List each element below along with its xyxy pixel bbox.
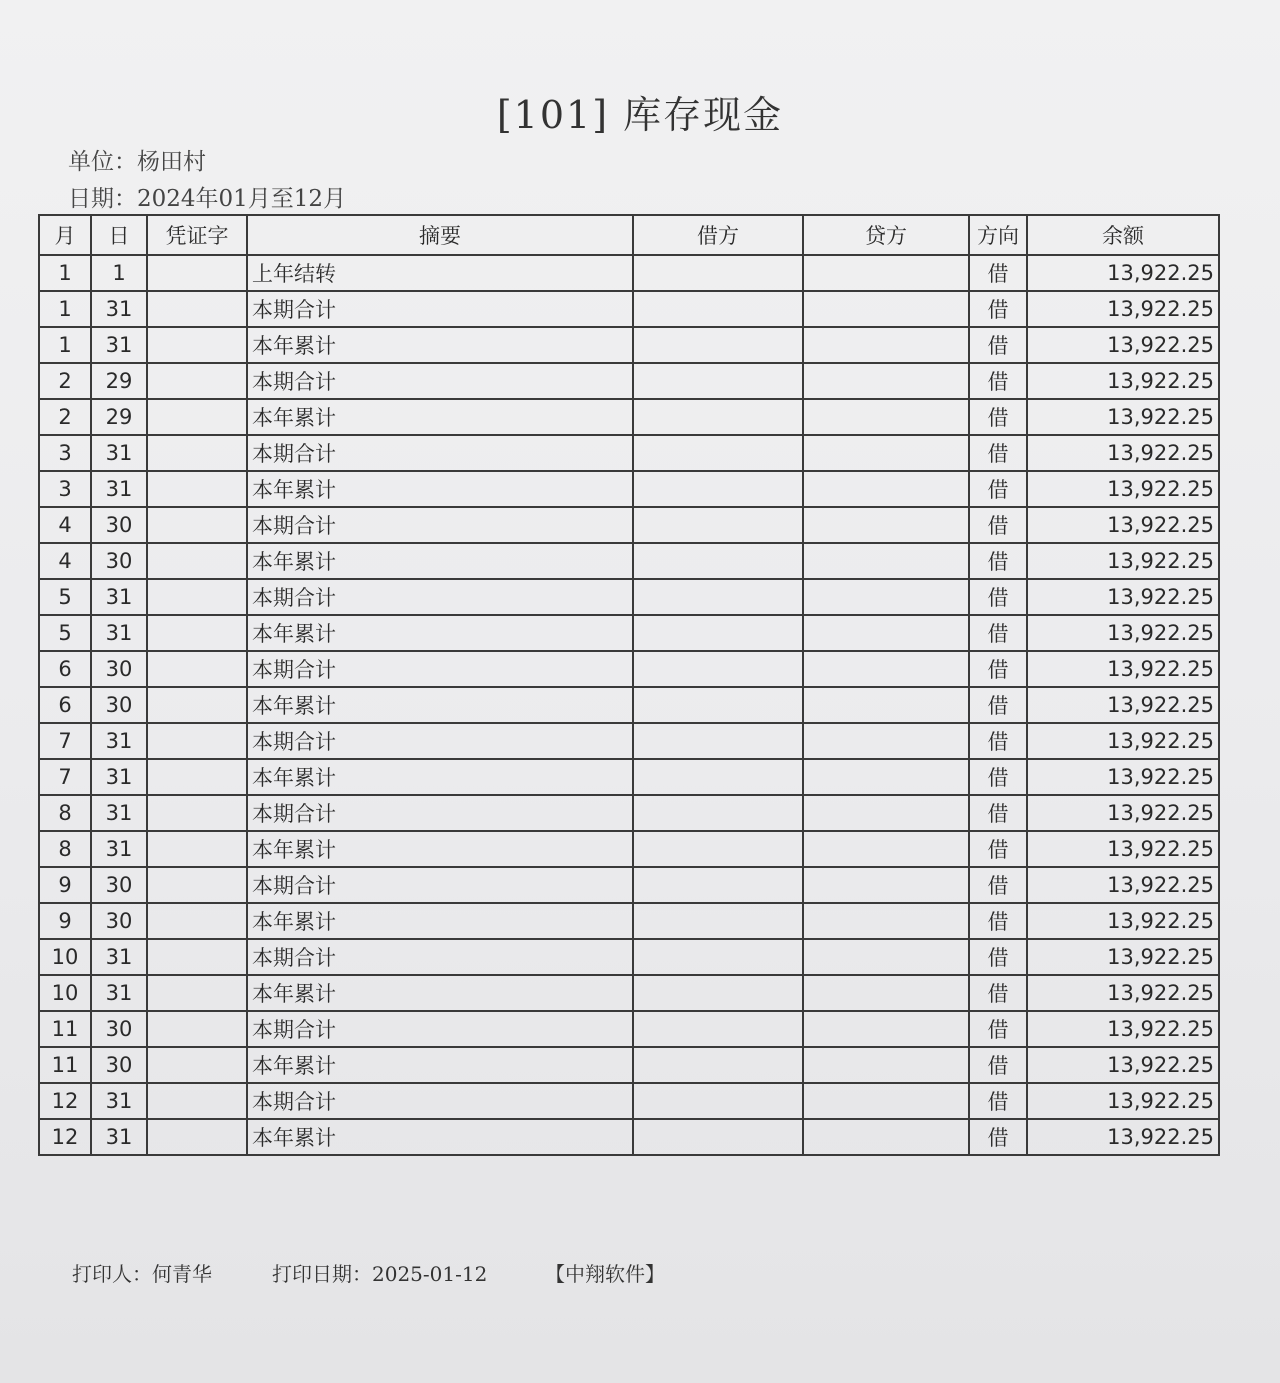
table-row: [39, 471, 1219, 507]
table-row: [39, 1119, 1219, 1155]
cell-month: 11: [39, 1047, 91, 1083]
cell-credit: [803, 651, 969, 687]
cell-month: 4: [39, 507, 91, 543]
cell-month: 5: [39, 579, 91, 615]
cell-day: 30: [91, 1047, 147, 1083]
page-title: [101] 库存现金: [496, 93, 784, 137]
table-row: [39, 399, 1219, 435]
cell-credit: [803, 1119, 969, 1155]
cell-summary: 本期合计: [247, 363, 633, 399]
cell-debit: [633, 291, 803, 327]
cell-voucher: [147, 687, 247, 723]
table-row: [39, 543, 1219, 579]
cell-direction: 借: [969, 723, 1027, 759]
cell-balance: 13,922.25: [1027, 903, 1219, 939]
cell-month: 9: [39, 903, 91, 939]
cell-day: 31: [91, 759, 147, 795]
table-row: [39, 363, 1219, 399]
cell-direction: 借: [969, 651, 1027, 687]
cell-voucher: [147, 975, 247, 1011]
cell-debit: [633, 1083, 803, 1119]
cell-voucher: [147, 579, 247, 615]
cell-month: 6: [39, 687, 91, 723]
cell-month: 2: [39, 363, 91, 399]
cell-balance: 13,922.25: [1027, 651, 1219, 687]
cell-voucher: [147, 1047, 247, 1083]
table-row: [39, 327, 1219, 363]
cell-month: 7: [39, 723, 91, 759]
cell-direction: 借: [969, 507, 1027, 543]
cell-debit: [633, 759, 803, 795]
cell-voucher: [147, 903, 247, 939]
cell-debit: [633, 975, 803, 1011]
table-row: [39, 687, 1219, 723]
cell-day: 31: [91, 831, 147, 867]
table-row: [39, 1083, 1219, 1119]
cell-day: 31: [91, 327, 147, 363]
cell-debit: [633, 471, 803, 507]
cell-balance: 13,922.25: [1027, 363, 1219, 399]
table-row: [39, 795, 1219, 831]
cell-direction: 借: [969, 939, 1027, 975]
cell-balance: 13,922.25: [1027, 723, 1219, 759]
cell-summary: 本期合计: [247, 939, 633, 975]
header-voucher: 凭证字: [147, 215, 247, 255]
cell-voucher: [147, 795, 247, 831]
cell-month: 10: [39, 975, 91, 1011]
ledger-body: [39, 255, 1219, 1155]
cell-balance: 13,922.25: [1027, 1083, 1219, 1119]
date-range-label: 日期：2024年01月至12月: [68, 186, 347, 212]
cell-summary: 本年累计: [247, 327, 633, 363]
cell-day: 31: [91, 615, 147, 651]
software-brand: 【中翔软件】: [545, 1262, 665, 1286]
cell-month: 5: [39, 615, 91, 651]
cell-credit: [803, 1011, 969, 1047]
header-balance: 余额: [1027, 215, 1219, 255]
cell-balance: 13,922.25: [1027, 867, 1219, 903]
cell-credit: [803, 831, 969, 867]
cell-day: 31: [91, 939, 147, 975]
table-row: [39, 291, 1219, 327]
cell-balance: 13,922.25: [1027, 759, 1219, 795]
cell-debit: [633, 579, 803, 615]
cell-balance: 13,922.25: [1027, 507, 1219, 543]
cell-direction: 借: [969, 795, 1027, 831]
cell-summary: 本年累计: [247, 399, 633, 435]
cell-month: 3: [39, 471, 91, 507]
cell-credit: [803, 867, 969, 903]
cell-debit: [633, 507, 803, 543]
cell-balance: 13,922.25: [1027, 1011, 1219, 1047]
cell-day: 30: [91, 651, 147, 687]
cell-summary: 本年累计: [247, 471, 633, 507]
table-row: [39, 723, 1219, 759]
cell-summary: 本期合计: [247, 1011, 633, 1047]
cell-balance: 13,922.25: [1027, 831, 1219, 867]
cell-voucher: [147, 291, 247, 327]
cell-credit: [803, 795, 969, 831]
cell-direction: 借: [969, 543, 1027, 579]
cell-debit: [633, 831, 803, 867]
cell-summary: 本期合计: [247, 579, 633, 615]
cell-voucher: [147, 435, 247, 471]
cell-month: 6: [39, 651, 91, 687]
cell-balance: 13,922.25: [1027, 687, 1219, 723]
cell-summary: 本年累计: [247, 759, 633, 795]
table-row: [39, 867, 1219, 903]
cell-debit: [633, 939, 803, 975]
cell-day: 30: [91, 507, 147, 543]
cell-credit: [803, 615, 969, 651]
table-row: [39, 939, 1219, 975]
cell-balance: 13,922.25: [1027, 1119, 1219, 1155]
cell-voucher: [147, 651, 247, 687]
cell-day: 30: [91, 867, 147, 903]
cell-day: 31: [91, 723, 147, 759]
cell-debit: [633, 543, 803, 579]
cell-month: 4: [39, 543, 91, 579]
cell-month: 8: [39, 795, 91, 831]
cell-day: 30: [91, 543, 147, 579]
cell-month: 9: [39, 867, 91, 903]
cell-day: 31: [91, 579, 147, 615]
cell-voucher: [147, 543, 247, 579]
table-row: [39, 975, 1219, 1011]
header-debit: 借方: [633, 215, 803, 255]
cell-day: 29: [91, 399, 147, 435]
cell-direction: 借: [969, 615, 1027, 651]
cell-voucher: [147, 1011, 247, 1047]
cell-month: 12: [39, 1083, 91, 1119]
cell-voucher: [147, 831, 247, 867]
cell-balance: 13,922.25: [1027, 939, 1219, 975]
cell-balance: 13,922.25: [1027, 615, 1219, 651]
cell-day: 31: [91, 1119, 147, 1155]
cell-voucher: [147, 327, 247, 363]
cell-summary: 本年累计: [247, 975, 633, 1011]
cell-month: 1: [39, 255, 91, 291]
cell-day: 31: [91, 291, 147, 327]
cell-voucher: [147, 399, 247, 435]
cell-summary: 本年累计: [247, 1119, 633, 1155]
cell-summary: 本年累计: [247, 687, 633, 723]
header-day: 日: [91, 215, 147, 255]
cell-direction: 借: [969, 1011, 1027, 1047]
cell-summary: 上年结转: [247, 255, 633, 291]
cell-balance: 13,922.25: [1027, 975, 1219, 1011]
cell-summary: 本年累计: [247, 615, 633, 651]
cell-balance: 13,922.25: [1027, 471, 1219, 507]
cell-voucher: [147, 507, 247, 543]
cell-direction: 借: [969, 327, 1027, 363]
cell-day: 29: [91, 363, 147, 399]
cell-month: 2: [39, 399, 91, 435]
cell-debit: [633, 1011, 803, 1047]
cell-credit: [803, 255, 969, 291]
cell-summary: 本期合计: [247, 1083, 633, 1119]
cell-credit: [803, 579, 969, 615]
table-row: [39, 903, 1219, 939]
cell-month: 7: [39, 759, 91, 795]
cell-debit: [633, 795, 803, 831]
cell-direction: 借: [969, 399, 1027, 435]
cell-direction: 借: [969, 687, 1027, 723]
cell-day: 31: [91, 471, 147, 507]
cell-direction: 借: [969, 975, 1027, 1011]
cell-debit: [633, 867, 803, 903]
cell-direction: 借: [969, 579, 1027, 615]
cell-direction: 借: [969, 435, 1027, 471]
cell-debit: [633, 435, 803, 471]
cell-balance: 13,922.25: [1027, 327, 1219, 363]
cell-direction: 借: [969, 759, 1027, 795]
table-row: [39, 615, 1219, 651]
cell-direction: 借: [969, 1083, 1027, 1119]
cell-summary: 本期合计: [247, 435, 633, 471]
cell-credit: [803, 687, 969, 723]
cell-voucher: [147, 471, 247, 507]
cell-credit: [803, 759, 969, 795]
header-direction: 方向: [969, 215, 1027, 255]
cell-debit: [633, 399, 803, 435]
cell-balance: 13,922.25: [1027, 579, 1219, 615]
cell-direction: 借: [969, 1047, 1027, 1083]
cell-credit: [803, 399, 969, 435]
cell-balance: 13,922.25: [1027, 543, 1219, 579]
cell-debit: [633, 327, 803, 363]
cell-voucher: [147, 867, 247, 903]
cell-credit: [803, 975, 969, 1011]
cell-credit: [803, 471, 969, 507]
cell-direction: 借: [969, 1119, 1027, 1155]
cell-balance: 13,922.25: [1027, 255, 1219, 291]
cell-direction: 借: [969, 831, 1027, 867]
cell-month: 11: [39, 1011, 91, 1047]
cell-direction: 借: [969, 471, 1027, 507]
cell-credit: [803, 363, 969, 399]
cell-summary: 本期合计: [247, 795, 633, 831]
cell-month: 12: [39, 1119, 91, 1155]
print-date-label: 打印日期：2025-01-12: [272, 1262, 488, 1286]
cell-day: 30: [91, 687, 147, 723]
cell-balance: 13,922.25: [1027, 1047, 1219, 1083]
header-summary: 摘要: [247, 215, 633, 255]
cell-voucher: [147, 255, 247, 291]
table-row: [39, 1011, 1219, 1047]
table-row: [39, 435, 1219, 471]
cell-month: 8: [39, 831, 91, 867]
cell-summary: 本年累计: [247, 1047, 633, 1083]
cell-credit: [803, 939, 969, 975]
cell-credit: [803, 507, 969, 543]
cell-summary: 本期合计: [247, 651, 633, 687]
cell-direction: 借: [969, 867, 1027, 903]
cell-credit: [803, 291, 969, 327]
cell-summary: 本期合计: [247, 867, 633, 903]
cell-debit: [633, 363, 803, 399]
cell-day: 31: [91, 975, 147, 1011]
cell-voucher: [147, 1119, 247, 1155]
cell-summary: 本期合计: [247, 507, 633, 543]
cell-voucher: [147, 1083, 247, 1119]
cell-summary: 本年累计: [247, 831, 633, 867]
cell-voucher: [147, 615, 247, 651]
cell-month: 1: [39, 291, 91, 327]
cell-day: 31: [91, 1083, 147, 1119]
cell-credit: [803, 543, 969, 579]
table-row: [39, 1047, 1219, 1083]
cell-month: 10: [39, 939, 91, 975]
table-row: [39, 255, 1219, 291]
cell-balance: 13,922.25: [1027, 435, 1219, 471]
cell-voucher: [147, 723, 247, 759]
cell-summary: 本期合计: [247, 723, 633, 759]
cell-month: 1: [39, 327, 91, 363]
table-row: [39, 831, 1219, 867]
cell-debit: [633, 723, 803, 759]
cell-voucher: [147, 363, 247, 399]
cell-summary: 本期合计: [247, 291, 633, 327]
table-row: [39, 507, 1219, 543]
table-row: [39, 759, 1219, 795]
cell-voucher: [147, 759, 247, 795]
cell-day: 30: [91, 903, 147, 939]
cell-direction: 借: [969, 255, 1027, 291]
cell-debit: [633, 903, 803, 939]
cell-voucher: [147, 939, 247, 975]
table-row: [39, 651, 1219, 687]
table-row: [39, 579, 1219, 615]
cell-balance: 13,922.25: [1027, 399, 1219, 435]
cell-summary: 本年累计: [247, 543, 633, 579]
cell-credit: [803, 723, 969, 759]
cell-credit: [803, 1047, 969, 1083]
cell-balance: 13,922.25: [1027, 795, 1219, 831]
cell-credit: [803, 327, 969, 363]
cell-debit: [633, 1047, 803, 1083]
cell-credit: [803, 903, 969, 939]
cell-direction: 借: [969, 903, 1027, 939]
cell-debit: [633, 687, 803, 723]
unit-label: 单位：杨田村: [68, 149, 206, 175]
cell-debit: [633, 255, 803, 291]
printer-label: 打印人：何青华: [72, 1262, 212, 1286]
cell-day: 1: [91, 255, 147, 291]
header-credit: 贷方: [803, 215, 969, 255]
cell-direction: 借: [969, 291, 1027, 327]
cell-day: 31: [91, 795, 147, 831]
cell-balance: 13,922.25: [1027, 291, 1219, 327]
cell-month: 3: [39, 435, 91, 471]
cell-credit: [803, 435, 969, 471]
header-month: 月: [39, 215, 91, 255]
cell-summary: 本年累计: [247, 903, 633, 939]
cell-debit: [633, 615, 803, 651]
cell-day: 30: [91, 1011, 147, 1047]
cell-debit: [633, 1119, 803, 1155]
ledger-table: [38, 214, 1220, 1156]
cell-day: 31: [91, 435, 147, 471]
cell-credit: [803, 1083, 969, 1119]
cell-debit: [633, 651, 803, 687]
cell-direction: 借: [969, 363, 1027, 399]
table-header-row: [39, 215, 1219, 255]
